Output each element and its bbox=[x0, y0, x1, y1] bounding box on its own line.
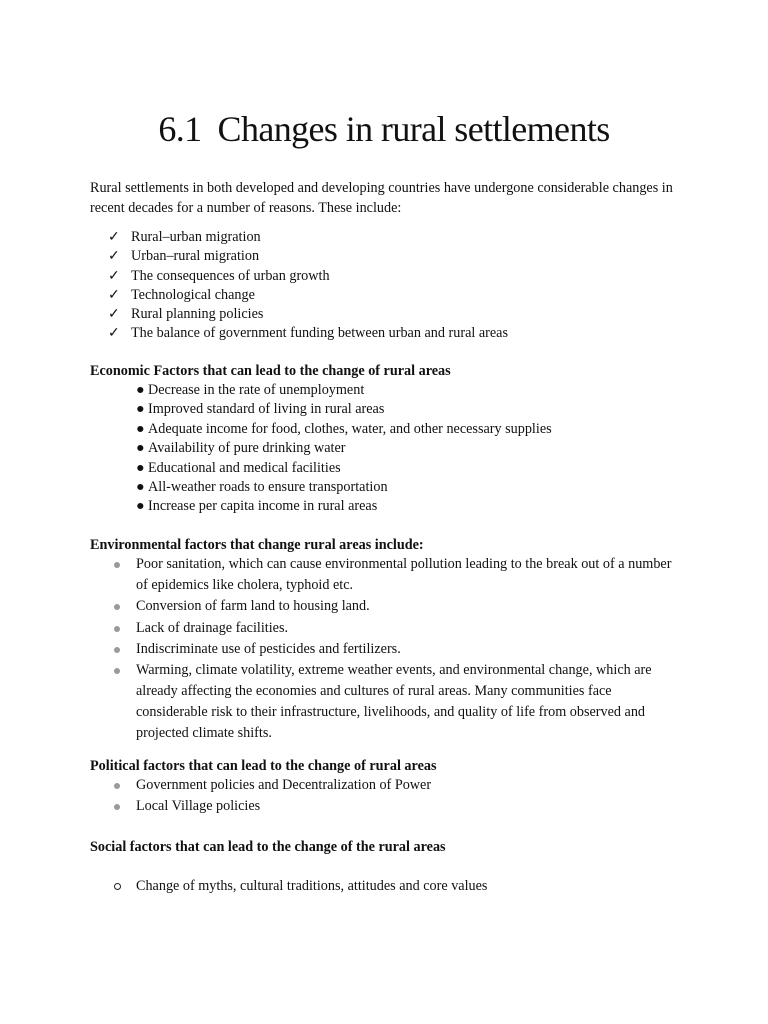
list-item: Conversion of farm land to housing land. bbox=[112, 596, 682, 617]
list-item: ● Decrease in the rate of unemployment bbox=[136, 381, 552, 400]
circle-bullet-icon bbox=[114, 883, 121, 890]
list-item: ● All-weather roads to ensure transportation bbox=[136, 478, 552, 497]
bullet-icon bbox=[114, 626, 120, 632]
environmental-list bbox=[112, 554, 682, 744]
list-item: Warming, climate volatility, extreme weather events, and environmental change, which are already affecting the economies and cultures of rural areas. Many communities face considerable risk to their infrastructure, livelihoods, and quality of life from observed and projected climate shifts. bbox=[112, 660, 682, 743]
list-item: Indiscriminate use of pesticides and fertilizers. bbox=[112, 639, 682, 660]
list-item: ● Improved standard of living in rural areas bbox=[136, 400, 552, 419]
bullet-icon: ● bbox=[136, 382, 145, 398]
bullet-icon: ● bbox=[136, 478, 145, 495]
bullet-icon: ● bbox=[136, 498, 145, 515]
checkmark-icon: ✓ bbox=[108, 307, 120, 323]
checkmark-icon: ✓ bbox=[108, 268, 120, 284]
bullet-icon bbox=[114, 604, 120, 610]
list-item: Local Village policies bbox=[112, 796, 682, 817]
bullet-icon bbox=[114, 783, 120, 789]
bullet-icon: ● bbox=[136, 459, 145, 476]
list-item: Government policies and Decentralization of Power bbox=[112, 775, 682, 796]
checkmark-icon: ✓ bbox=[108, 326, 120, 342]
list-item: ✓ Rural planning policies bbox=[90, 305, 508, 324]
political-heading: Political factors that can lead to the change of rural areas bbox=[90, 758, 437, 774]
list-item: ✓ Urban–rural migration bbox=[90, 247, 508, 266]
political-list bbox=[112, 775, 682, 818]
checkmark-icon: ✓ bbox=[108, 230, 120, 245]
environmental-heading: Environmental factors that change rural areas include: bbox=[90, 537, 424, 553]
page-title bbox=[0, 105, 768, 153]
section-number: 6.1 bbox=[158, 109, 202, 149]
reasons-list bbox=[90, 228, 508, 344]
list-item: Change of myths, cultural traditions, attitudes and core values bbox=[112, 876, 487, 896]
bullet-icon: ● bbox=[136, 401, 145, 418]
list-item: ✓ The balance of government funding between urban and rural areas bbox=[90, 324, 508, 343]
bullet-icon bbox=[114, 562, 120, 568]
list-item: Lack of drainage facilities. bbox=[112, 618, 682, 639]
social-heading: Social factors that can lead to the change of the rural areas bbox=[90, 839, 446, 855]
list-item: ● Availability of pure drinking water bbox=[136, 439, 552, 458]
list-item: ✓ Rural–urban migration bbox=[90, 228, 508, 247]
list-item: Poor sanitation, which can cause environmental pollution leading to the break out of a number of epidemics like cholera, typhoid etc. bbox=[112, 554, 682, 596]
intro-paragraph: Rural settlements in both developed and developing countries have undergone considerable changes in recent decades for a number of reasons. These include: bbox=[90, 180, 673, 216]
section-title: Changes in rural settlements bbox=[217, 109, 610, 149]
economic-heading: Economic Factors that can lead to the change of rural areas bbox=[90, 363, 451, 379]
list-item: ✓ The consequences of urban growth bbox=[90, 267, 508, 286]
social-list bbox=[112, 876, 487, 896]
bullet-icon bbox=[114, 804, 120, 810]
checkmark-icon: ✓ bbox=[108, 287, 120, 303]
list-item: ● Increase per capita income in rural areas bbox=[136, 497, 552, 516]
bullet-icon: ● bbox=[136, 440, 145, 457]
checkmark-icon: ✓ bbox=[108, 249, 120, 265]
list-item: ● Adequate income for food, clothes, water, and other necessary supplies bbox=[136, 420, 552, 439]
bullet-icon: ● bbox=[136, 420, 145, 437]
list-item: ● Educational and medical facilities bbox=[136, 459, 552, 478]
bullet-icon bbox=[114, 668, 120, 674]
bullet-icon bbox=[114, 647, 120, 653]
list-item: ✓ Technological change bbox=[90, 286, 508, 305]
economic-list bbox=[136, 381, 552, 517]
